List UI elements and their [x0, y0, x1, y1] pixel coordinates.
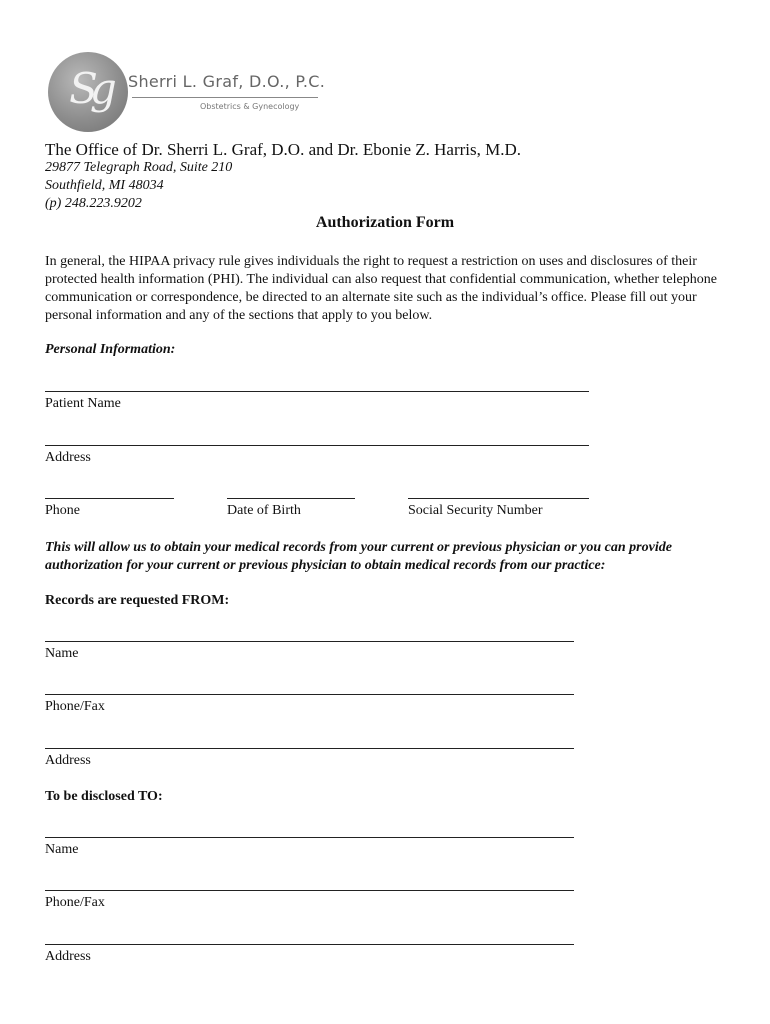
logo-practice-name: Sherri L. Graf, D.O., P.C. — [128, 72, 326, 91]
from-name-field[interactable] — [45, 641, 574, 642]
address-line-1: 29877 Telegraph Road, Suite 210 — [45, 160, 233, 175]
dob-label: Date of Birth — [227, 503, 301, 518]
logo-emblem — [48, 52, 128, 132]
phone-label: Phone — [45, 503, 80, 518]
to-name-field[interactable] — [45, 837, 574, 838]
from-address-label: Address — [45, 753, 91, 768]
logo-tagline: Obstetrics & Gynecology — [200, 102, 300, 111]
from-phonefax-field[interactable] — [45, 694, 574, 695]
ssn-field[interactable] — [408, 498, 589, 499]
records-from-heading: Records are requested FROM: — [45, 593, 230, 608]
office-title: The Office of Dr. Sherri L. Graf, D.O. and Dr. Ebonie Z. Harris, M.D. — [45, 140, 522, 159]
from-address-field[interactable] — [45, 748, 574, 749]
to-phonefax-label: Phone/Fax — [45, 895, 105, 910]
ssn-label: Social Security Number — [408, 503, 543, 518]
to-address-field[interactable] — [45, 944, 574, 945]
intro-paragraph: In general, the HIPAA privacy rule gives individuals the right to request a restriction on uses and disclosures of their protected health information (PHI). The individual can also request that confidential communication, whether telephone communication or correspondence, be directed to an alternate site such as the individual’s office. Please fill out your personal information and any of the sections that apply to you below. — [45, 254, 717, 323]
records-note: This will allow us to obtain your medical records from your current or previous physician or you can provide authorization for your current or previous physician to obtain medical records from our practice: — [45, 540, 672, 573]
from-phonefax-label: Phone/Fax — [45, 699, 105, 714]
patient-name-field[interactable] — [45, 391, 589, 392]
personal-info-heading: Personal Information: — [45, 342, 176, 357]
form-title: Authorization Form — [315, 214, 455, 231]
phone-field[interactable] — [45, 498, 174, 499]
patient-address-field[interactable] — [45, 445, 589, 446]
to-address-label: Address — [45, 949, 91, 964]
logo-divider — [132, 97, 318, 98]
practice-logo — [48, 52, 326, 134]
logo-monogram: Sg — [69, 64, 109, 113]
to-phonefax-field[interactable] — [45, 890, 574, 891]
patient-name-label: Patient Name — [45, 396, 121, 411]
phone-number: (p) 248.223.9202 — [45, 196, 142, 211]
from-name-label: Name — [45, 646, 79, 661]
to-name-label: Name — [45, 842, 79, 857]
patient-address-label: Address — [45, 450, 91, 465]
dob-field[interactable] — [227, 498, 355, 499]
address-line-2: Southfield, MI 48034 — [45, 178, 164, 193]
disclosed-to-heading: To be disclosed TO: — [45, 789, 163, 804]
